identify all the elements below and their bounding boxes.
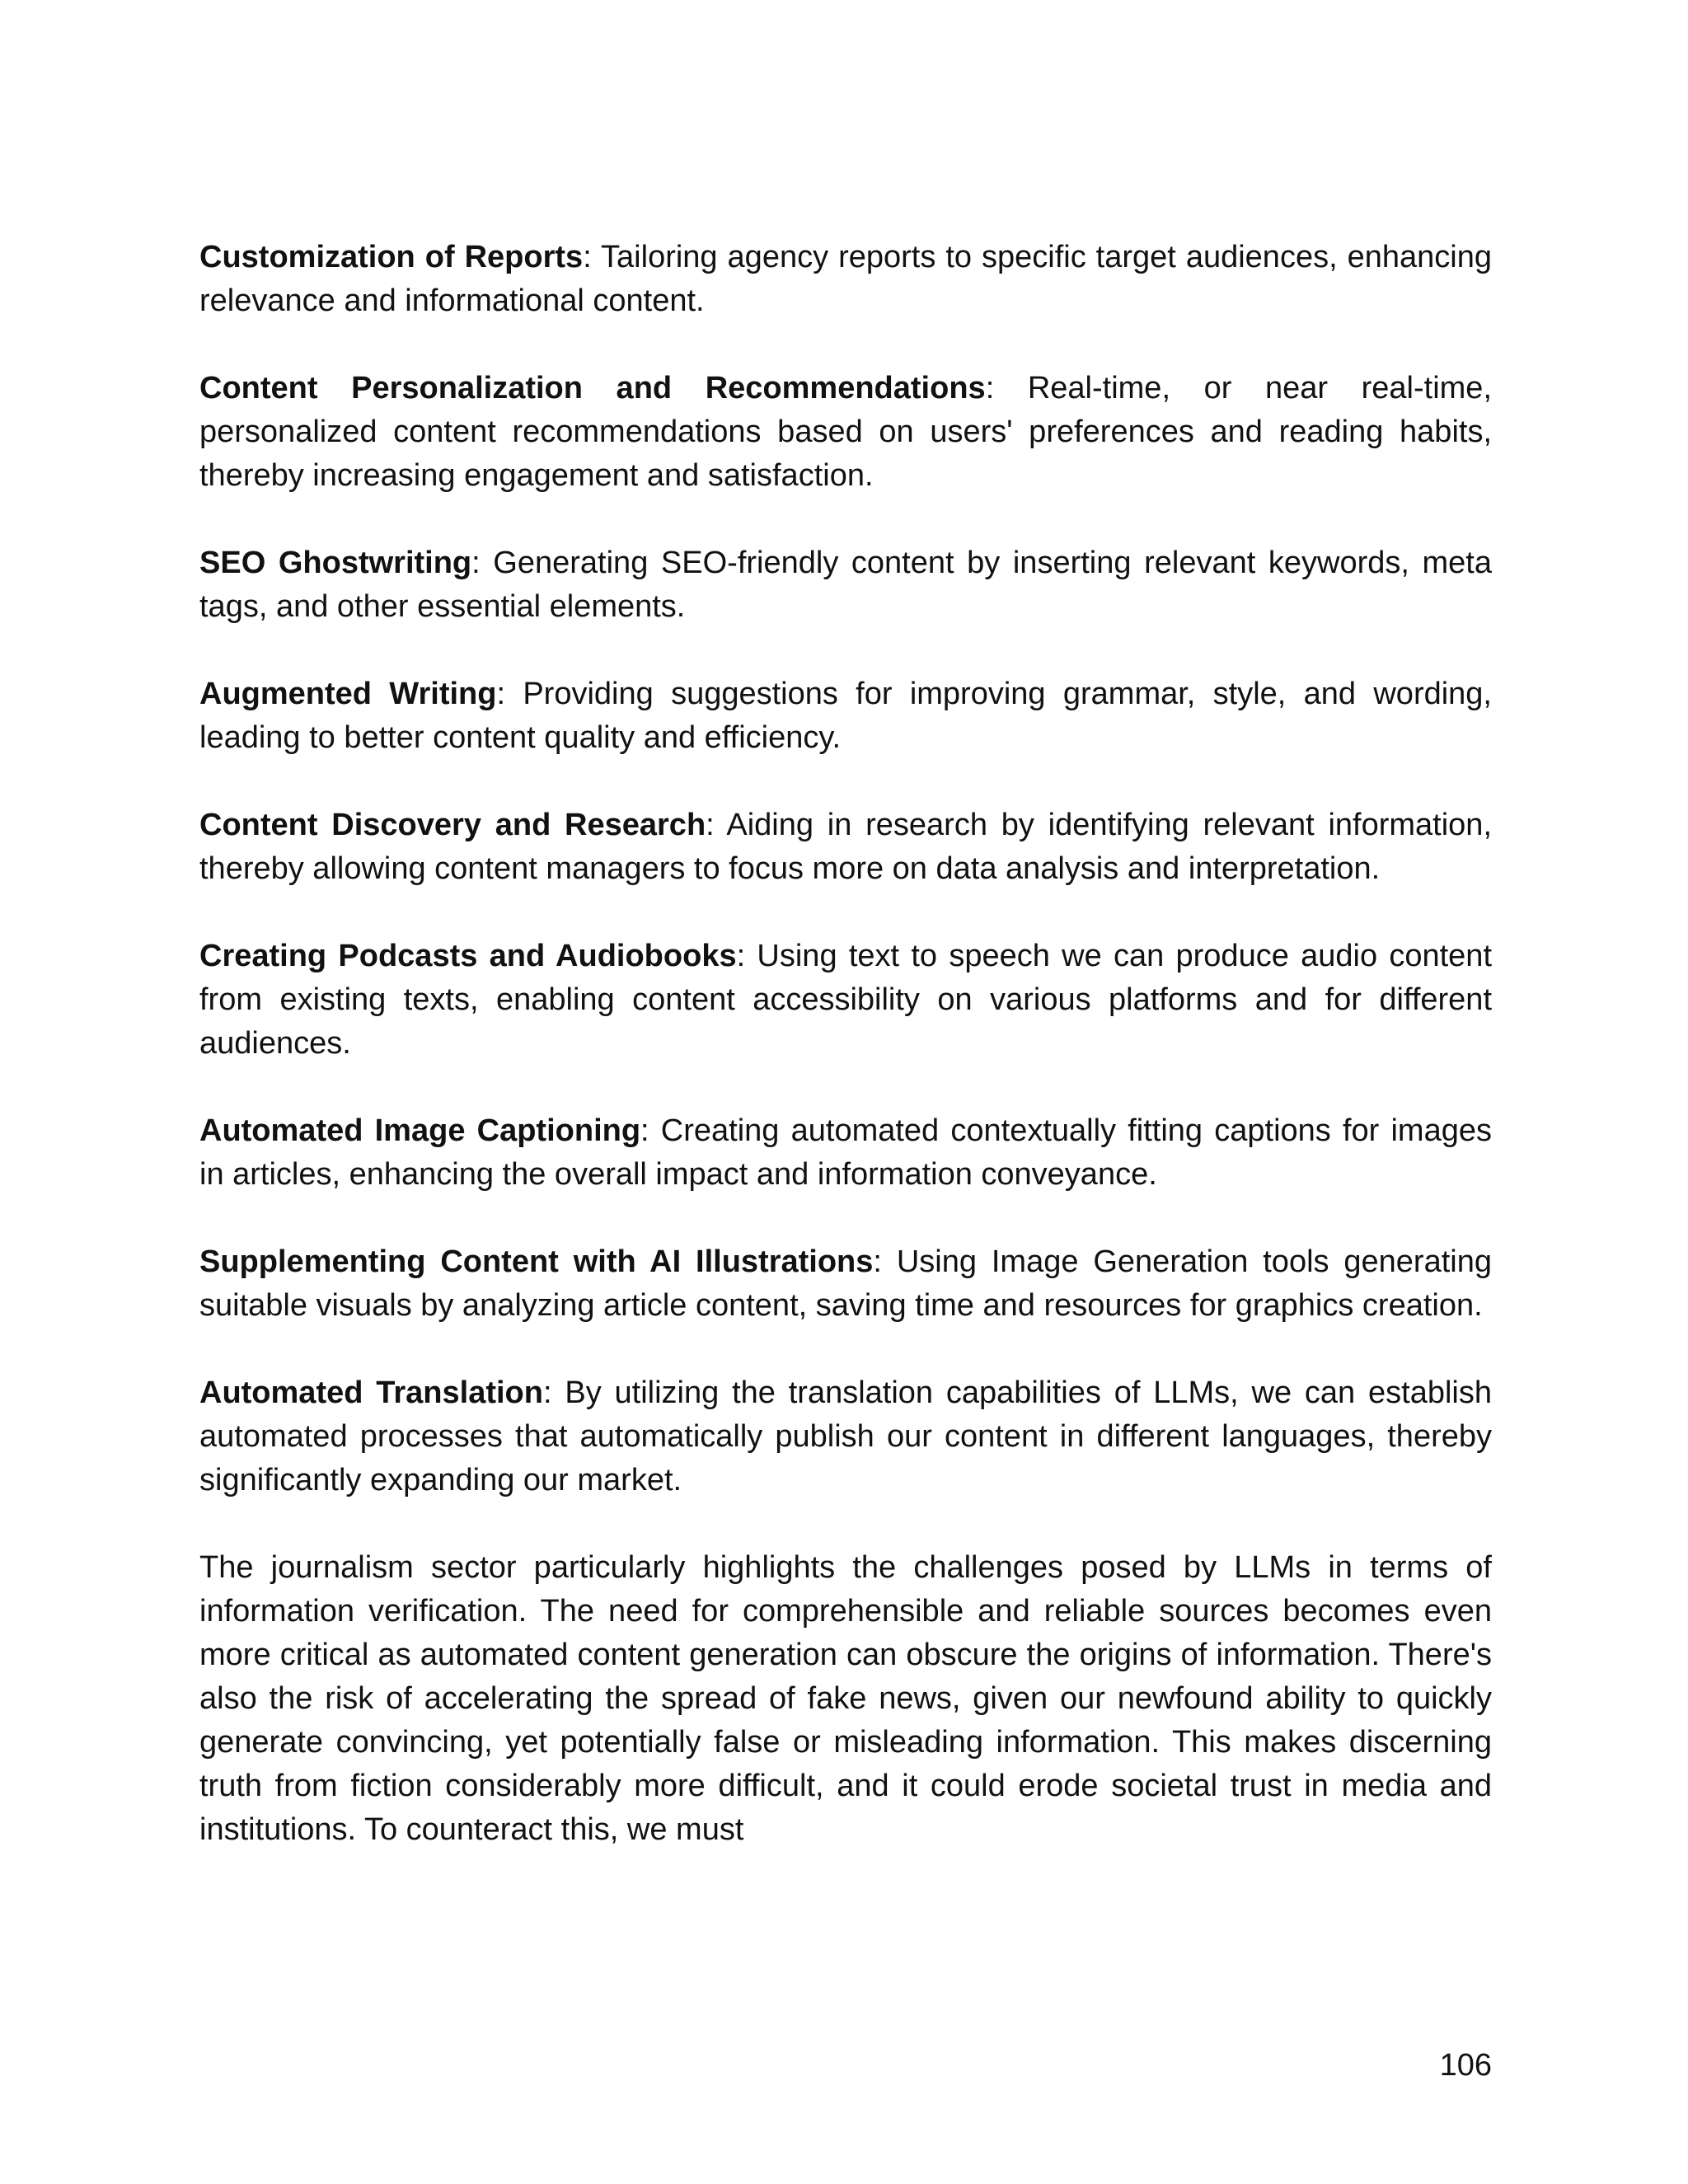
item-separator: : [640, 1113, 649, 1148]
list-item [199, 1371, 1492, 1502]
item-separator: : [542, 1376, 552, 1410]
page-content [199, 236, 1492, 1852]
item-separator: : [706, 808, 715, 842]
item-description: Providing suggestions for improving grammar, style, and wording, leading to better content quality and efficiency. [199, 677, 1492, 755]
item-description: Tailoring agency reports to specific target audiences, enhancing relevance and informational content. [199, 240, 1492, 318]
item-term: Automated Image Captioning [199, 1113, 641, 1148]
item-description: Real-time, or near real-time, personalized content recommendations based on users' preferences and reading habits, thereby increasing engagement and satisfaction. [199, 371, 1493, 493]
item-separator: : [736, 939, 746, 973]
closing-paragraph: The journalism sector particularly highlights the challenges posed by LLMs in terms of information verification. The need for comprehensible and reliable sources becomes even more critical as automated content generation can obscure the origins of information. There's also the risk of accelerating the spread of fake news, given our newfound ability to quickly generate convincing, yet potentially false or misleading information. This makes discerning truth from fiction considerably more difficult, and it could erode societal trust in media and institutions. To counteract this, we must [199, 1550, 1492, 1847]
item-separator: : [496, 677, 506, 711]
item-description: By utilizing the translation capabilities of LLMs, we can establish automated processes that automatically publish our content in different languages, thereby significantly expanding our market. [199, 1376, 1492, 1497]
list-item [199, 236, 1492, 323]
item-description: Creating automated contextually fitting captions for images in articles, enhancing the overall impact and information conveyance. [199, 1113, 1492, 1192]
page-number: 106 [1439, 2048, 1492, 2083]
list-item [199, 804, 1492, 891]
item-separator: : [873, 1244, 882, 1279]
item-separator: : [471, 546, 481, 580]
item-description: Aiding in research by identifying relevant information, thereby allowing content managers to focus more on data analysis and interpretation. [199, 808, 1493, 886]
item-term: Augmented Writing [199, 677, 497, 711]
item-term: Creating Podcasts and Audiobooks [199, 939, 737, 973]
list-item [199, 673, 1492, 760]
item-description: Using Image Generation tools generating suitable visuals by analyzing article content, saving time and resources for graphics creation. [199, 1244, 1492, 1323]
item-description: Generating SEO-friendly content by inserting relevant keywords, meta tags, and other essential elements. [199, 546, 1492, 624]
list-item [199, 1240, 1492, 1328]
item-term: SEO Ghostwriting [199, 546, 472, 580]
list-item [199, 367, 1492, 498]
item-separator: : [583, 240, 592, 274]
item-term: Content Discovery and Research [199, 808, 706, 842]
list-item [199, 541, 1492, 629]
item-term: Automated Translation [199, 1376, 543, 1410]
list-item [199, 935, 1492, 1066]
item-term: Supplementing Content with AI Illustrations [199, 1244, 874, 1279]
item-term: Content Personalization and Recommendations [199, 371, 986, 405]
list-item [199, 1109, 1492, 1197]
item-description: Using text to speech we can produce audio content from existing texts, enabling content accessibility on various platforms and for different audiences. [199, 939, 1492, 1061]
item-separator: : [985, 371, 995, 405]
item-term: Customization of Reports [199, 240, 584, 274]
